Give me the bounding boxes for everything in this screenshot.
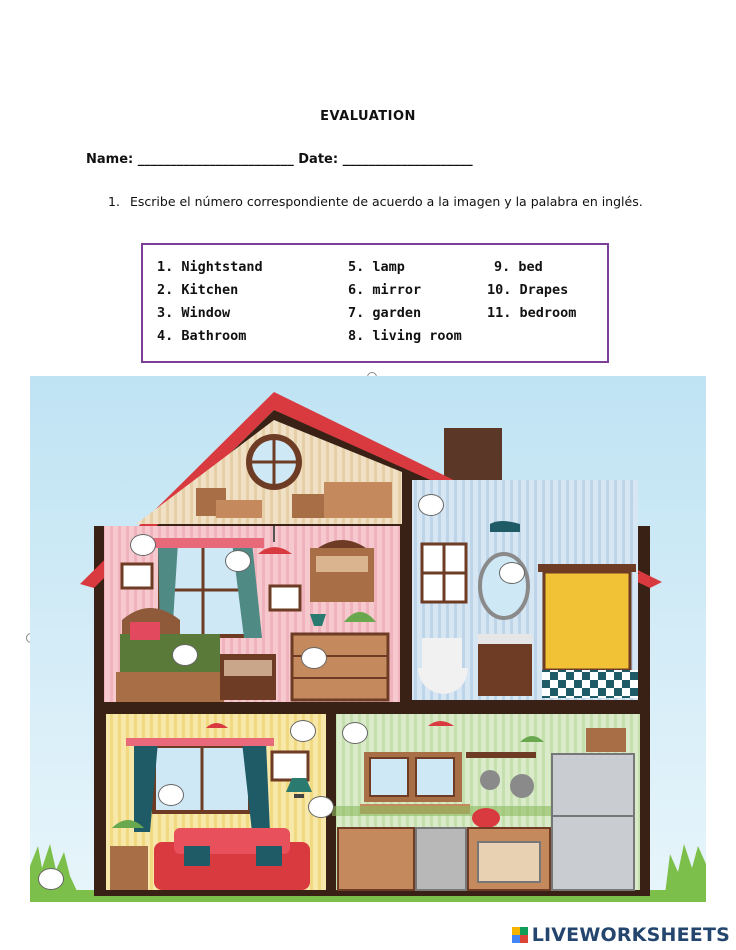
answer-slot[interactable] bbox=[308, 796, 334, 818]
answer-slot[interactable] bbox=[172, 644, 198, 666]
vocabulary-box bbox=[141, 243, 609, 363]
vocab-item: 4. Bathroom bbox=[157, 328, 247, 344]
house-svg bbox=[30, 376, 706, 902]
answer-slot[interactable] bbox=[130, 534, 156, 556]
vocab-item: 8. living room bbox=[348, 328, 462, 344]
vocab-item: 3. Window bbox=[157, 305, 231, 321]
answer-slot[interactable] bbox=[418, 494, 444, 516]
vocab-item: 1. Nightstand bbox=[157, 259, 263, 275]
vocab-item: 9. bed bbox=[494, 259, 543, 275]
vocab-item: 7. garden bbox=[348, 305, 422, 321]
house-illustration bbox=[30, 376, 706, 902]
brand-name: LIVEWORKSHEETS bbox=[531, 924, 730, 946]
liveworksheets-logo-icon bbox=[512, 927, 528, 943]
answer-slot[interactable] bbox=[290, 720, 316, 742]
vocab-item: 2. Kitchen bbox=[157, 282, 239, 298]
answer-slot[interactable] bbox=[342, 722, 368, 744]
instruction-number: 1. bbox=[108, 194, 120, 209]
vocab-item: 11. bedroom bbox=[487, 305, 577, 321]
instruction bbox=[108, 194, 643, 209]
vocab-item: 10. Drapes bbox=[487, 282, 569, 298]
answer-slot[interactable] bbox=[38, 868, 64, 890]
answer-slot[interactable] bbox=[301, 647, 327, 669]
name-date-line: Name: ________________________ Date: ____________________ bbox=[86, 152, 473, 167]
answer-slot[interactable] bbox=[499, 562, 525, 584]
vocab-item: 6. mirror bbox=[348, 282, 422, 298]
vocab-item: 5. lamp bbox=[348, 259, 405, 275]
answer-slot[interactable] bbox=[158, 784, 184, 806]
footer-brand bbox=[512, 924, 730, 946]
worksheet-title: EVALUATION bbox=[320, 109, 416, 124]
answer-slot[interactable] bbox=[225, 550, 251, 572]
instruction-text: Escribe el número correspondiente de acuerdo a la imagen y la palabra en inglés. bbox=[130, 194, 643, 209]
